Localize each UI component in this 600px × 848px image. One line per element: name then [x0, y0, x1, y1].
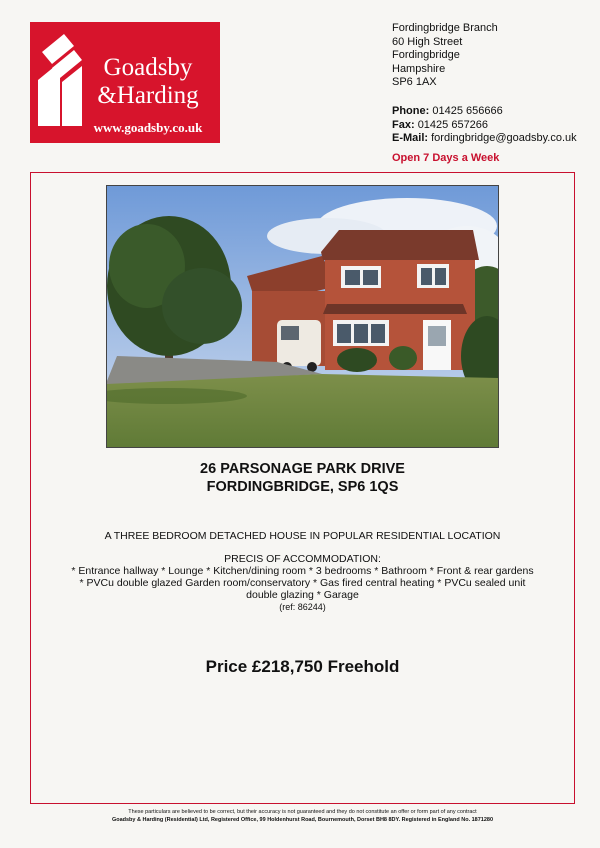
legal-footer — [30, 808, 575, 824]
email-address[interactable]: fordingbridge@goadsby.co.uk — [431, 132, 577, 144]
phone-label: Phone: — [392, 105, 430, 117]
fax-number: 01425 657266 — [417, 118, 489, 131]
footer-registration: Goadsby & Harding (Residential) Ltd, Registered Office, 99 Holdenhurst Road, Bournemouth, Dorset BH8 8DY. Registered in England No. 1871280 — [111, 817, 494, 823]
property-price: Price £218,750 Freehold — [205, 657, 400, 676]
email-line — [392, 132, 577, 146]
property-summary: A THREE BEDROOM DETACHED HOUSE IN POPULAR RESIDENTIAL LOCATION — [104, 530, 501, 542]
contact-details — [392, 105, 577, 146]
branch-street: 60 High Street — [392, 35, 463, 48]
property-address-line1: 26 PARSONAGE PARK DRIVE — [200, 461, 405, 477]
logo-wordmark — [82, 54, 214, 110]
company-logo — [30, 22, 220, 143]
phone-line — [392, 105, 577, 119]
fax-line — [392, 119, 577, 133]
logo-url: www.goadsby.co.uk — [93, 120, 203, 135]
property-ref: (ref: 86244) — [279, 602, 326, 612]
logo-name-line1: Goadsby — [103, 54, 193, 81]
footer-disclaimer: These particulars are believed to be correct, but their accuracy is not guaranteed and they do not constitute an offer or form part of any contract — [128, 809, 477, 815]
branch-town: Fordingbridge — [392, 49, 460, 61]
fax-label: Fax: — [392, 118, 415, 131]
precis-line3: double glazing * Garage — [246, 589, 359, 601]
logo-name-line2: &Harding — [97, 82, 199, 109]
precis-line2: * PVCu double glazed Garden room/conservatory * Gas fired central heating * PVCu sealed unit — [79, 577, 526, 589]
branch-postcode: SP6 1AX — [392, 76, 437, 88]
branch-address — [392, 22, 498, 90]
email-label: E-Mail: — [392, 132, 429, 144]
property-address-line2: FORDINGBRIDGE, SP6 1QS — [206, 479, 399, 495]
precis-line1: * Entrance hallway * Lounge * Kitchen/dining room * 3 bedrooms * Bathroom * Front & rear gardens — [71, 565, 534, 577]
property-photo — [106, 185, 499, 448]
opening-notice: Open 7 Days a Week — [392, 152, 500, 164]
branch-county: Hampshire — [392, 62, 446, 75]
phone-number[interactable]: 01425 656666 — [432, 105, 503, 117]
branch-name: Fordingbridge Branch — [392, 22, 498, 34]
logo-mark-icon — [38, 32, 82, 130]
precis-heading: PRECIS OF ACCOMMODATION: — [224, 553, 381, 565]
house-photo-illustration — [107, 186, 499, 448]
